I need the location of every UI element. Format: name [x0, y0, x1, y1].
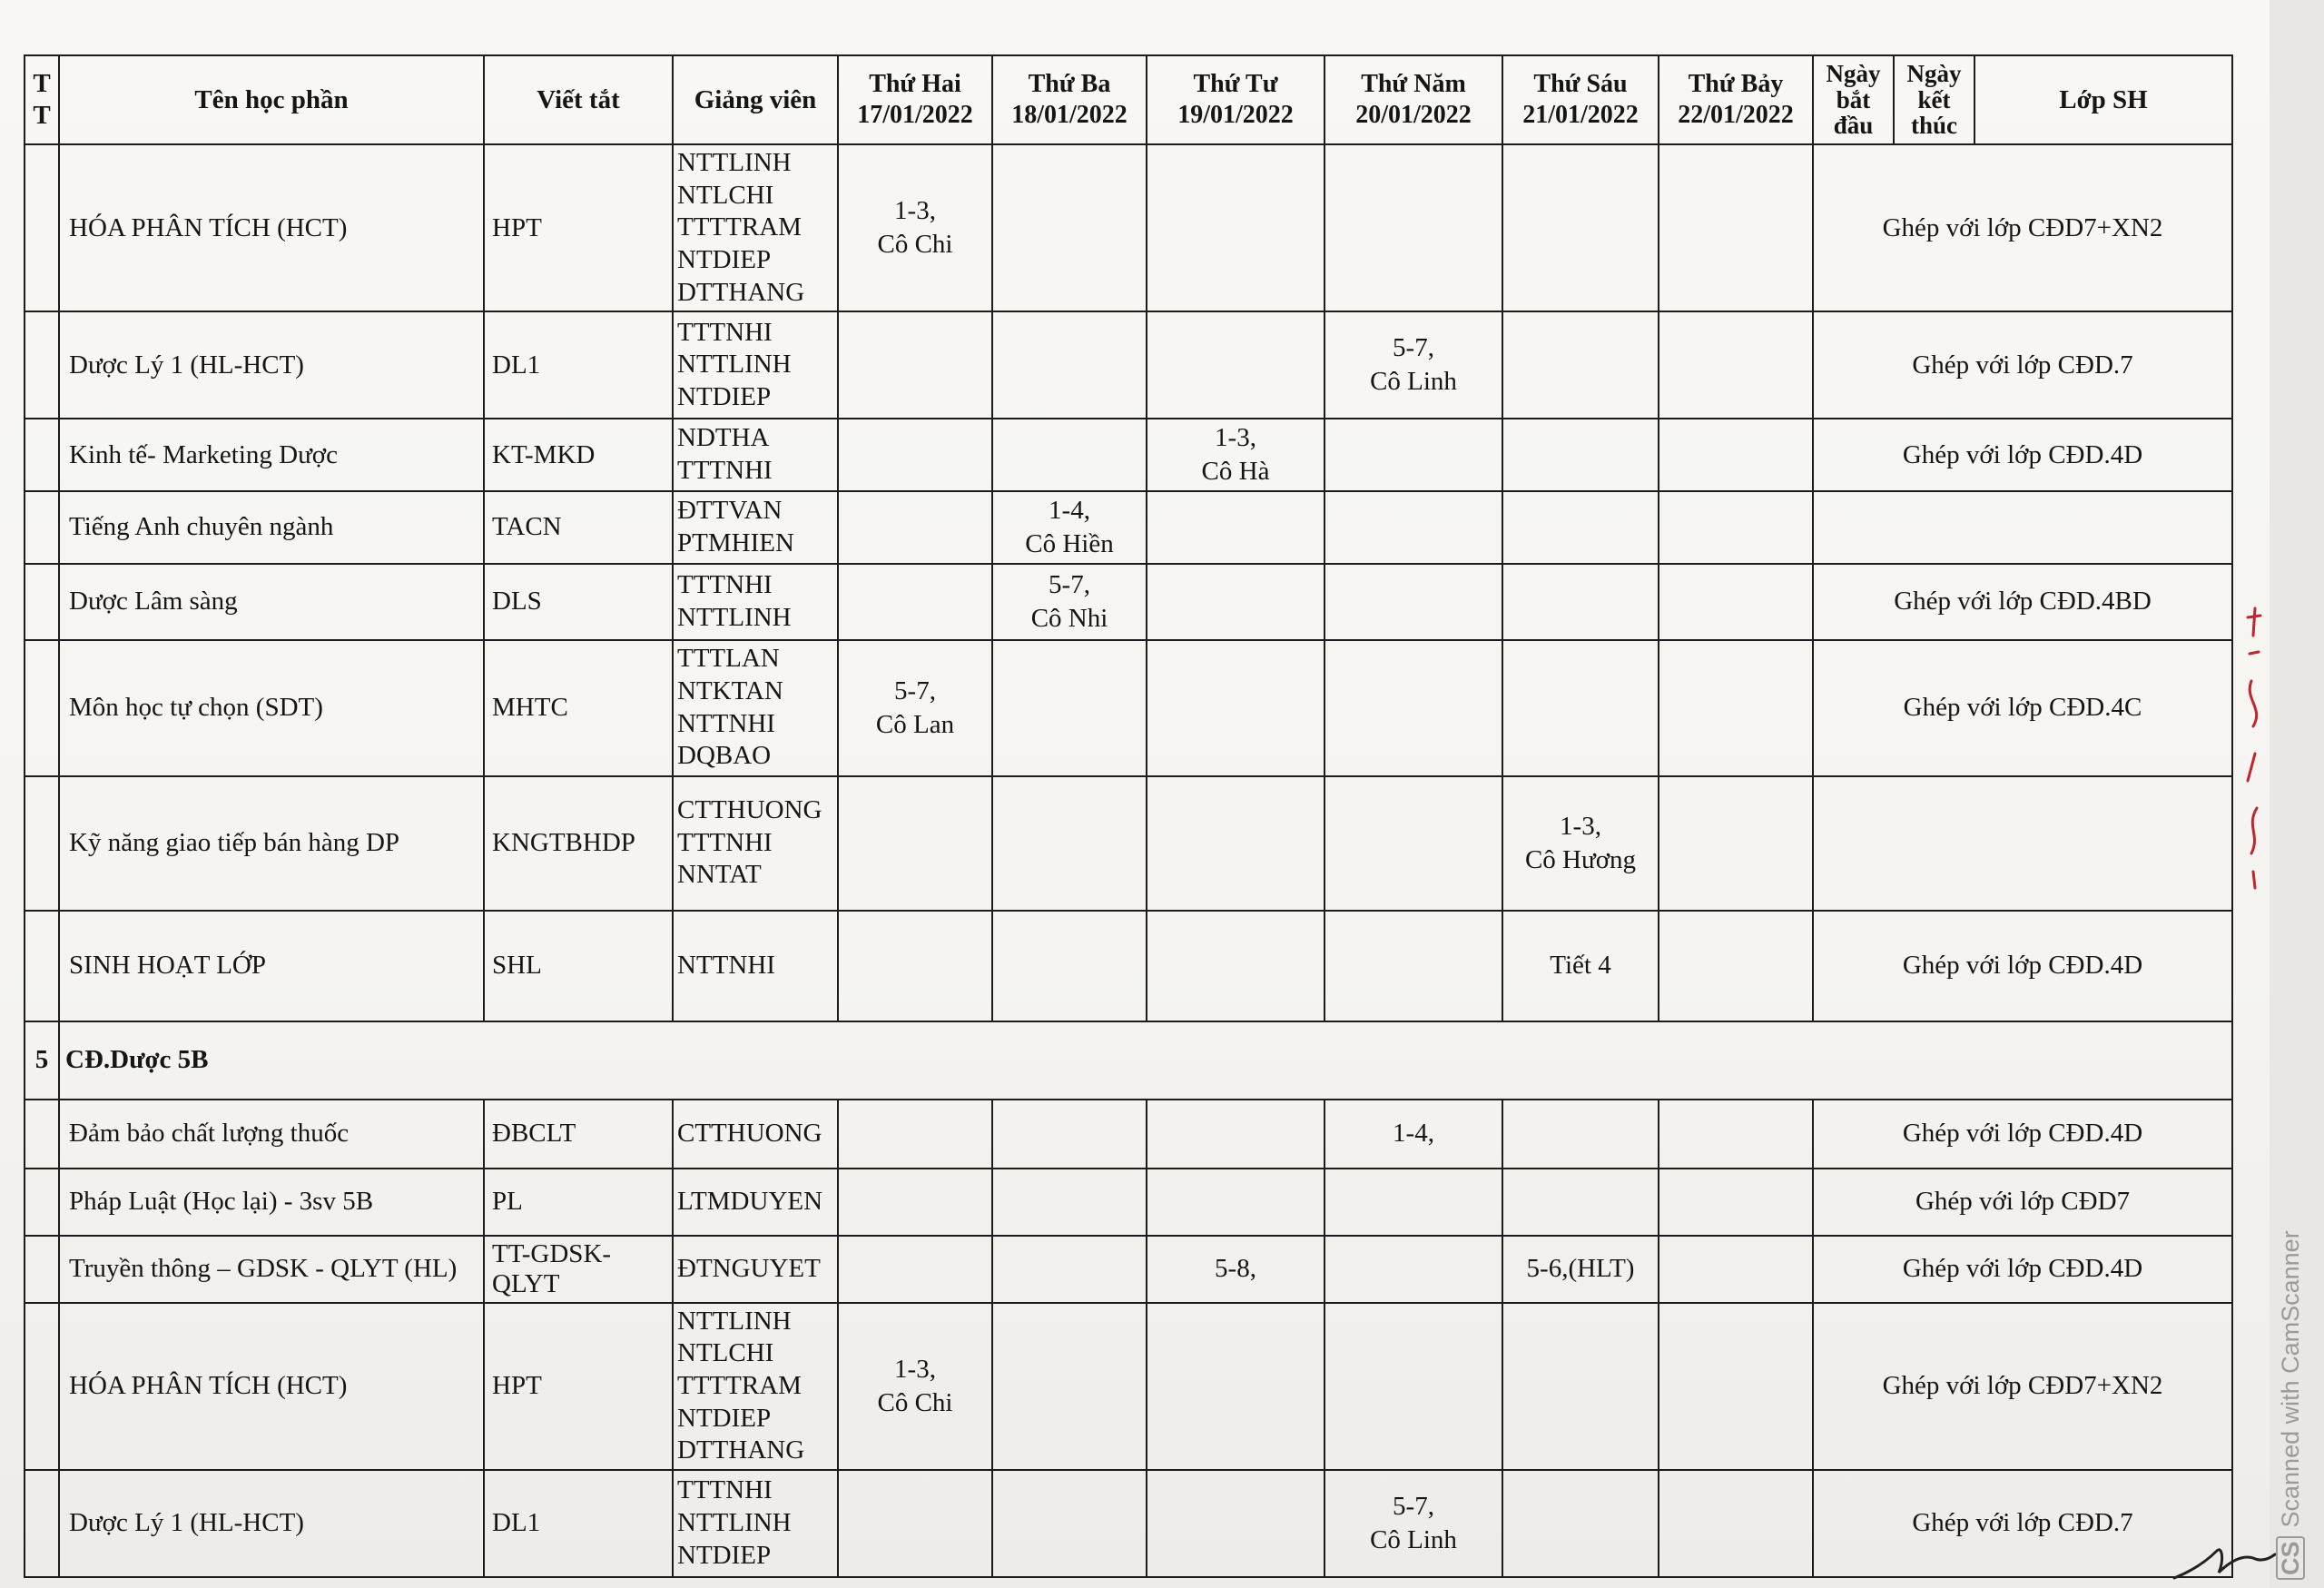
abbreviation-cell: SHL: [484, 911, 673, 1021]
abbreviation-cell: TT-GDSK-QLYT: [484, 1236, 673, 1303]
section-group: [25, 1021, 2232, 1100]
class-note-cell: [1813, 491, 2232, 564]
row-number-cell: [25, 564, 59, 640]
day-slot-cell: [992, 1100, 1147, 1169]
lecturer-code: TTTTRAM: [677, 1370, 802, 1400]
lecturers-cell: [673, 1470, 838, 1577]
class-note-cell: Ghép với lớp CĐD.7: [1813, 1470, 2232, 1577]
day-slot-cell: [1147, 1303, 1324, 1470]
lecturers-cell: [673, 1303, 838, 1470]
schedule-entry: Cô Hương: [1524, 844, 1637, 874]
class-note-cell: Ghép với lớp CĐD.7: [1813, 311, 2232, 419]
day-slot-cell: [838, 776, 992, 911]
lecturer-code: ĐTTVAN: [677, 496, 783, 526]
header-course: Tên học phần: [59, 55, 484, 144]
course-name-cell: Tiếng Anh chuyên ngành: [59, 491, 484, 564]
day-slot-cell: [992, 911, 1147, 1021]
day-slot-cell: [1147, 1470, 1324, 1577]
course-name-cell: Dược Lý 1 (HL-HCT): [59, 1470, 484, 1577]
signature-mark: [2170, 1534, 2279, 1584]
day-slot-cell: [1147, 491, 1324, 564]
class-note-cell: Ghép với lớp CĐD.4D: [1813, 419, 2232, 491]
table-row: [25, 1236, 2232, 1303]
day-slot-cell: [1147, 144, 1324, 311]
day-slot-cell: [1659, 144, 1813, 311]
row-number-cell: [25, 311, 59, 419]
lecturer-code: TTTNHI: [677, 317, 773, 347]
table-row: [25, 1470, 2232, 1577]
course-name-cell: Truyền thông – GDSK - QLYT (HL): [59, 1236, 484, 1303]
day-slot-cell: [1147, 419, 1324, 491]
schedule-entry: Cô Linh: [1370, 367, 1457, 397]
lecturer-code: CTTHUONG: [677, 1118, 822, 1148]
day-slot-cell: [1324, 1470, 1502, 1577]
day-slot-cell: [1659, 564, 1813, 640]
lecturers-cell: [673, 564, 838, 640]
header-end-date: Ngày kết thúc: [1894, 55, 1974, 144]
day-slot-cell: [1324, 1100, 1502, 1169]
day-slot-cell: [1659, 311, 1813, 419]
day-slot-cell: [1659, 640, 1813, 776]
pen-annotation: [2228, 599, 2273, 890]
day-slot-cell: [838, 1470, 992, 1577]
course-name-cell: Dược Lâm sàng: [59, 564, 484, 640]
day-slot-cell: [1502, 1100, 1659, 1169]
table-row: [25, 491, 2232, 564]
day-slot-cell: [838, 564, 992, 640]
header-day-thu: Thứ Năm 20/01/2022: [1324, 55, 1502, 144]
abbreviation-cell: HPT: [484, 144, 673, 311]
lecturer-code: DTTHANG: [677, 1435, 805, 1465]
day-slot-cell: [838, 1303, 992, 1470]
class-note-cell: Ghép với lớp CĐD.4D: [1813, 1236, 2232, 1303]
header-day-fri: Thứ Sáu 21/01/2022: [1502, 55, 1659, 144]
day-slot-cell: [992, 640, 1147, 776]
schedule-entry: 1-4,: [1393, 1119, 1434, 1149]
row-number-cell: [25, 776, 59, 911]
lecturer-code: PTMHIEN: [677, 528, 794, 557]
table-row: [25, 564, 2232, 640]
lecturer-code: NTKTAN: [677, 676, 783, 705]
day-slot-cell: [1659, 1169, 1813, 1236]
table-row: [25, 1303, 2232, 1470]
header-start-date: Ngày bắt đầu: [1813, 55, 1894, 144]
day-slot-cell: [1324, 1236, 1502, 1303]
row-number-cell: [25, 491, 59, 564]
day-slot-cell: [992, 491, 1147, 564]
day-slot-cell: [1659, 1470, 1813, 1577]
table-row: [25, 419, 2232, 491]
table-row: [25, 144, 2232, 311]
header-abbr: Viết tắt: [484, 55, 673, 144]
day-slot-cell: [1324, 564, 1502, 640]
lecturer-code: TTTLAN: [677, 644, 780, 674]
day-slot-cell: [838, 144, 992, 311]
header-day-mon: Thứ Hai 17/01/2022: [838, 55, 992, 144]
day-slot-cell: [1502, 311, 1659, 419]
day-slot-cell: [992, 1470, 1147, 1577]
day-slot-cell: [992, 144, 1147, 311]
day-slot-cell: [1502, 1470, 1659, 1577]
header-tt: T T: [25, 55, 59, 144]
lecturer-code: NTTLINH: [677, 602, 792, 632]
day-slot-cell: [1147, 1100, 1324, 1169]
lecturer-code: NTTLINH: [677, 148, 792, 177]
schedule-entry: 5-6,(HLT): [1526, 1254, 1635, 1284]
class-note-cell: Ghép với lớp CĐD7+XN2: [1813, 1303, 2232, 1470]
day-slot-cell: [1324, 640, 1502, 776]
lecturers-cell: [673, 491, 838, 564]
day-slot-cell: [992, 1169, 1147, 1236]
schedule-entry: Cô Linh: [1370, 1524, 1457, 1554]
lecturer-code: NTDIEP: [677, 382, 772, 412]
lecturers-cell: [673, 144, 838, 311]
course-group-b: [25, 1100, 2232, 1577]
day-slot-cell: [1324, 911, 1502, 1021]
abbreviation-cell: ĐBCLT: [484, 1100, 673, 1169]
day-slot-cell: [992, 1303, 1147, 1470]
lecturer-code: NTLCHI: [677, 180, 774, 210]
schedule-entry: 1-3,: [894, 196, 936, 226]
schedule-entry: Cô Nhi: [1030, 603, 1108, 633]
lecturers-cell: [673, 776, 838, 911]
day-slot-cell: [838, 640, 992, 776]
schedule-entry: Cô Chi: [877, 230, 953, 260]
row-number-cell: [25, 911, 59, 1021]
day-slot-cell: [838, 1100, 992, 1169]
schedule-entry: 1-3,: [894, 1354, 936, 1384]
schedule-entry: 5-7,: [894, 676, 936, 705]
table-row: [25, 911, 2232, 1021]
schedule-entry: Cô Chi: [877, 1387, 953, 1417]
row-number-cell: [25, 1470, 59, 1577]
timetable: [24, 54, 2233, 1578]
day-slot-cell: [1659, 776, 1813, 911]
camscanner-text: Scanned with CamScanner: [2277, 1230, 2304, 1528]
course-name-cell: Môn học tự chọn (SDT): [59, 640, 484, 776]
course-name-cell: SINH HOẠT LỚP: [59, 911, 484, 1021]
lecturer-code: NTDIEP: [677, 244, 772, 274]
abbreviation-cell: DLS: [484, 564, 673, 640]
table-row: [25, 1100, 2232, 1169]
lecturer-code: NTTNHI: [677, 708, 775, 738]
lecturers-cell: [673, 311, 838, 419]
row-number-cell: [25, 1100, 59, 1169]
lecturer-code: NTDIEP: [677, 1403, 772, 1433]
day-slot-cell: [838, 911, 992, 1021]
day-slot-cell: [838, 491, 992, 564]
lecturers-cell: [673, 419, 838, 491]
abbreviation-cell: MHTC: [484, 640, 673, 776]
course-name-cell: Đảm bảo chất lượng thuốc: [59, 1100, 484, 1169]
schedule-entry: 5-7,: [1049, 569, 1090, 599]
lecturer-code: ĐTNGUYET: [677, 1253, 821, 1283]
day-slot-cell: [1502, 1236, 1659, 1303]
day-slot-cell: [1324, 491, 1502, 564]
abbreviation-cell: TACN: [484, 491, 673, 564]
lecturers-cell: [673, 640, 838, 776]
lecturers-cell: [673, 1169, 838, 1236]
lecturer-code: TTTNHI: [677, 827, 773, 857]
day-slot-cell: [1502, 144, 1659, 311]
lecturer-code: TTTNHI: [677, 1475, 773, 1505]
day-slot-cell: [992, 776, 1147, 911]
day-slot-cell: [1147, 1236, 1324, 1303]
lecturer-code: NTDIEP: [677, 1540, 772, 1570]
day-slot-cell: [838, 1169, 992, 1236]
day-slot-cell: [1324, 1169, 1502, 1236]
day-slot-cell: [1502, 1169, 1659, 1236]
schedule-entry: 1-4,: [1049, 495, 1090, 525]
section-row: [25, 1021, 2232, 1100]
class-note-cell: Ghép với lớp CĐD.4D: [1813, 1100, 2232, 1169]
day-slot-cell: [1502, 911, 1659, 1021]
day-slot-cell: [1147, 564, 1324, 640]
table-row: [25, 776, 2232, 911]
lecturer-code: NDTHA: [677, 423, 770, 453]
schedule-entry: Cô Hiền: [1025, 528, 1114, 558]
day-slot-cell: [1502, 491, 1659, 564]
header-row: [25, 55, 2232, 144]
day-slot-cell: [1659, 491, 1813, 564]
section-title: CĐ.Dược 5B: [59, 1021, 2232, 1100]
day-slot-cell: [992, 311, 1147, 419]
lecturer-code: TTTTRAM: [677, 212, 802, 242]
day-slot-cell: [838, 1236, 992, 1303]
schedule-entry: Cô Hà: [1201, 457, 1270, 487]
class-note-cell: [1813, 776, 2232, 911]
row-number-cell: [25, 640, 59, 776]
day-slot-cell: [1659, 911, 1813, 1021]
lecturers-cell: [673, 1100, 838, 1169]
lecturer-code: DTTHANG: [677, 277, 805, 307]
day-slot-cell: [838, 419, 992, 491]
schedule-entry: 1-3,: [1560, 811, 1601, 841]
abbreviation-cell: KT-MKD: [484, 419, 673, 491]
abbreviation-cell: KNGTBHDP: [484, 776, 673, 911]
day-slot-cell: [1324, 311, 1502, 419]
lecturer-code: NTTLINH: [677, 1306, 792, 1336]
row-number-cell: [25, 1236, 59, 1303]
day-slot-cell: [1502, 640, 1659, 776]
header-day-tue: Thứ Ba 18/01/2022: [992, 55, 1147, 144]
class-note-cell: Ghép với lớp CĐD7: [1813, 1169, 2232, 1236]
day-slot-cell: [1324, 144, 1502, 311]
lecturer-code: NTLCHI: [677, 1338, 774, 1368]
header-day-wed: Thứ Tư 19/01/2022: [1147, 55, 1324, 144]
day-slot-cell: [1659, 1236, 1813, 1303]
abbreviation-cell: DL1: [484, 1470, 673, 1577]
schedule-entry: 1-3,: [1215, 423, 1256, 453]
header-lecturer: Giảng viên: [673, 55, 838, 144]
course-group-a: [25, 144, 2232, 1021]
day-slot-cell: [1147, 640, 1324, 776]
lecturer-code: NTTNHI: [677, 950, 775, 980]
schedule-entry: Cô Lan: [875, 709, 955, 739]
day-slot-cell: [1502, 776, 1659, 911]
day-slot-cell: [1502, 564, 1659, 640]
day-slot-cell: [1502, 1303, 1659, 1470]
day-slot-cell: [838, 311, 992, 419]
class-note-cell: Ghép với lớp CĐD.4BD: [1813, 564, 2232, 640]
course-name-cell: Dược Lý 1 (HL-HCT): [59, 311, 484, 419]
table-row: [25, 1169, 2232, 1236]
lecturer-code: TTTNHI: [677, 456, 773, 486]
day-slot-cell: [1147, 311, 1324, 419]
abbreviation-cell: DL1: [484, 311, 673, 419]
lecturer-code: NNTAT: [677, 860, 762, 890]
day-slot-cell: [1324, 1303, 1502, 1470]
day-slot-cell: [1324, 419, 1502, 491]
day-slot-cell: [1502, 419, 1659, 491]
course-name-cell: Kinh tế- Marketing Dược: [59, 419, 484, 491]
abbreviation-cell: HPT: [484, 1303, 673, 1470]
day-slot-cell: [1147, 911, 1324, 1021]
lecturer-code: NTTLINH: [677, 350, 792, 380]
lecturer-code: DQBAO: [677, 741, 772, 771]
row-number-cell: [25, 419, 59, 491]
day-slot-cell: [1147, 776, 1324, 911]
course-name-cell: HÓA PHÂN TÍCH (HCT): [59, 144, 484, 311]
day-slot-cell: [992, 1236, 1147, 1303]
camscanner-watermark: [2272, 1189, 2309, 1580]
day-slot-cell: [992, 419, 1147, 491]
table-row: [25, 640, 2232, 776]
day-slot-cell: [1659, 1100, 1813, 1169]
day-slot-cell: [1659, 1303, 1813, 1470]
day-slot-cell: [992, 564, 1147, 640]
header-class: Lớp SH: [1974, 55, 2232, 144]
lecturers-cell: [673, 911, 838, 1021]
row-number-cell: [25, 1169, 59, 1236]
course-name-cell: HÓA PHÂN TÍCH (HCT): [59, 1303, 484, 1470]
lecturer-code: LTMDUYEN: [677, 1186, 823, 1216]
row-number-cell: [25, 144, 59, 311]
abbreviation-cell: PL: [484, 1169, 673, 1236]
schedule-entry: 5-8,: [1215, 1254, 1256, 1284]
course-name-cell: Pháp Luật (Học lại) - 3sv 5B: [59, 1169, 484, 1236]
class-note-cell: Ghép với lớp CĐD7+XN2: [1813, 144, 2232, 311]
header-day-sat: Thứ Bảy 22/01/2022: [1659, 55, 1813, 144]
row-number-cell: [25, 1303, 59, 1470]
day-slot-cell: [1659, 419, 1813, 491]
class-note-cell: Ghép với lớp CĐD.4C: [1813, 640, 2232, 776]
table-row: [25, 311, 2232, 419]
lecturers-cell: [673, 1236, 838, 1303]
course-name-cell: Kỹ năng giao tiếp bán hàng DP: [59, 776, 484, 911]
day-slot-cell: [1147, 1169, 1324, 1236]
schedule-entry: Tiết 4: [1550, 951, 1611, 981]
day-slot-cell: [1324, 776, 1502, 911]
lecturer-code: TTTNHI: [677, 569, 773, 599]
lecturer-code: CTTHUONG: [677, 795, 822, 825]
section-number: 5: [25, 1021, 59, 1100]
class-note-cell: Ghép với lớp CĐD.4D: [1813, 911, 2232, 1021]
schedule-entry: 5-7,: [1393, 333, 1434, 363]
camscanner-logo-icon: CS: [2276, 1536, 2305, 1580]
lecturer-code: NTTLINH: [677, 1508, 792, 1538]
schedule-entry: 5-7,: [1393, 1492, 1434, 1522]
